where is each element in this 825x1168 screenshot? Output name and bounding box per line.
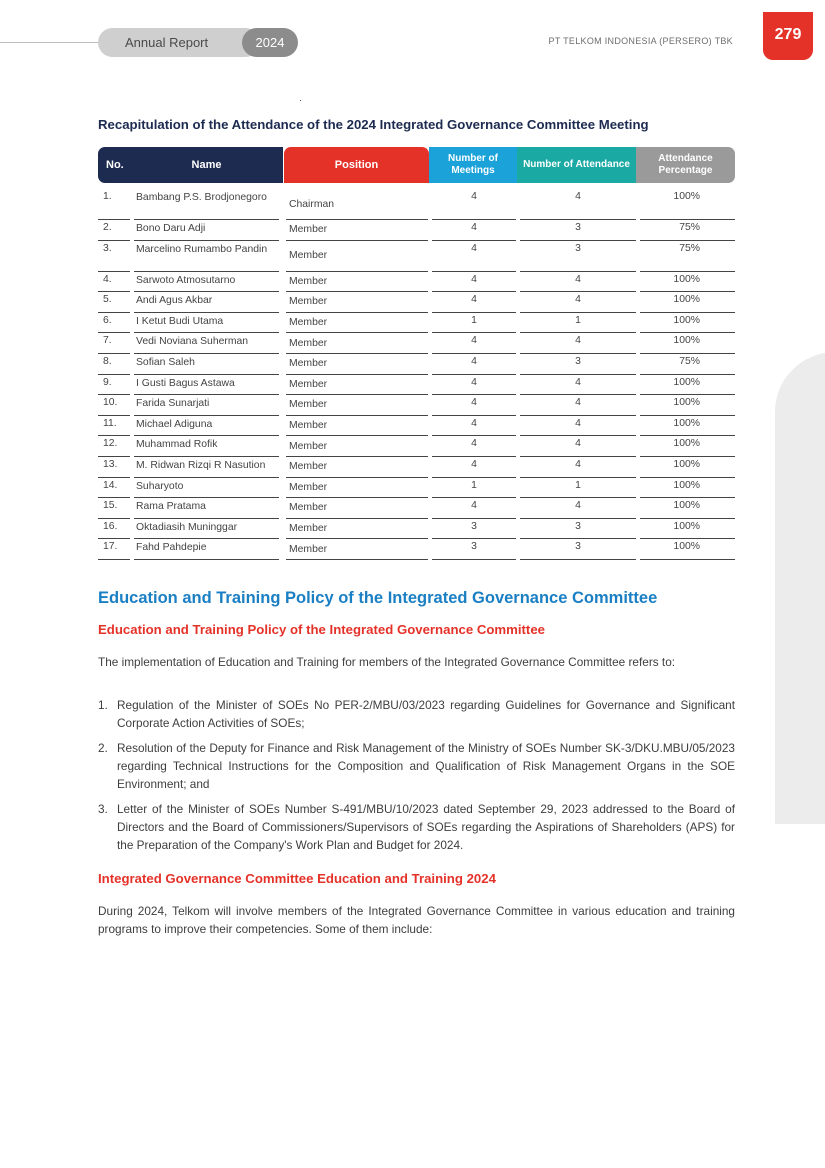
cell-meetings: 4 [432,241,516,272]
table-row [98,241,735,272]
cell-name: Fahd Pahdepie [134,539,279,560]
cell-name: Suharyoto [134,478,279,499]
cell-meetings: 4 [432,220,516,241]
cell-meetings: 4 [432,457,516,478]
cell-attendance: 3 [520,519,636,540]
cell-position: Member [286,519,428,540]
cell-name: M. Ridwan Rizqi R Nasution [134,457,279,478]
cell-attendance: 4 [520,457,636,478]
cell-attendance: 4 [520,189,636,220]
cell-position: Member [286,313,428,334]
cell-no: 8. [98,354,130,375]
section-heading: Education and Training Policy of the Integrated Governance Committee [98,589,658,607]
page-number: 279 [763,12,813,60]
cell-percentage: 75% [640,220,735,241]
cell-no: 2. [98,220,130,241]
cell-no: 3. [98,241,130,272]
cell-attendance: 1 [520,478,636,499]
table-row [98,457,735,478]
cell-name: Vedi Noviana Suherman [134,333,279,354]
cell-percentage: 100% [640,189,735,220]
cell-attendance: 4 [520,292,636,313]
table-row [98,292,735,313]
cell-attendance: 1 [520,313,636,334]
cell-name: Andi Agus Akbar [134,292,279,313]
cell-meetings: 1 [432,313,516,334]
cell-position: Member [286,395,428,416]
cell-percentage: 100% [640,478,735,499]
cell-attendance: 4 [520,375,636,396]
cell-meetings: 4 [432,272,516,293]
cell-no: 12. [98,436,130,457]
cell-name: Muhammad Rofik [134,436,279,457]
cell-name: Farida Sunarjati [134,395,279,416]
cell-meetings: 4 [432,416,516,437]
cell-position: Member [286,539,428,560]
cell-attendance: 4 [520,395,636,416]
cell-name: Bambang P.S. Brodjonegoro [134,189,279,220]
cell-name: I Gusti Bagus Astawa [134,375,279,396]
cell-name: I Ketut Budi Utama [134,313,279,334]
cell-percentage: 100% [640,292,735,313]
cell-meetings: 4 [432,354,516,375]
decorative-dot [300,100,301,101]
table-row [98,189,735,220]
cell-no: 14. [98,478,130,499]
cell-meetings: 4 [432,375,516,396]
table-row [98,478,735,499]
cell-meetings: 3 [432,519,516,540]
cell-percentage: 75% [640,354,735,375]
cell-percentage: 100% [640,436,735,457]
cell-position: Member [286,220,428,241]
cell-percentage: 100% [640,416,735,437]
header-meetings: Number of Meetings [429,147,517,183]
cell-name: Bono Daru Adji [134,220,279,241]
cell-name: Michael Adiguna [134,416,279,437]
header-percentage: Attendance Percentage [636,147,735,183]
cell-attendance: 3 [520,539,636,560]
cell-position: Member [286,241,428,272]
list-item [98,739,735,793]
cell-name: Rama Pratama [134,498,279,519]
table-row [98,539,735,560]
list-text: Resolution of the Deputy for Finance and Risk Management of the Ministry of SOEs Number SK-3/DKU.MBU/05/2023 regarding Technical Instructions for the Composition and Qualification of Risk Management Organs in the SOE Environment; and [117,741,735,791]
cell-percentage: 100% [640,457,735,478]
cell-position: Member [286,292,428,313]
cell-attendance: 4 [520,498,636,519]
header-no: No. [98,147,283,183]
cell-meetings: 4 [432,292,516,313]
table-row [98,375,735,396]
cell-attendance: 4 [520,436,636,457]
closing-paragraph: During 2024, Telkom will involve members of the Integrated Governance Committee in various education and training programs to improve their competencies. Some of them include: [98,904,735,936]
cell-percentage: 100% [640,539,735,560]
list-text: Letter of the Minister of SOEs Number S-491/MBU/10/2023 dated September 29, 2023 addressed to the Board of Directors and the Board of Commissioners/Supervisors of SOEs regarding the Aspirations of Shareholders (APS) for the Preparation of the Company's Work Plan and Budget for 2024. [117,802,735,852]
cell-meetings: 4 [432,189,516,220]
cell-percentage: 100% [640,498,735,519]
cell-position: Member [286,375,428,396]
list-number: 1. [98,698,108,712]
cell-no: 4. [98,272,130,293]
table-row [98,436,735,457]
cell-attendance: 3 [520,220,636,241]
cell-no: 7. [98,333,130,354]
cell-attendance: 3 [520,354,636,375]
table-row [98,220,735,241]
table-row [98,313,735,334]
intro-paragraph: The implementation of Education and Training for members of the Integrated Governance Committee refers to: [98,655,676,669]
cell-position: Member [286,478,428,499]
cell-no: 17. [98,539,130,560]
cell-no: 6. [98,313,130,334]
cell-name: Marcelino Rumambo Pandin [134,241,279,272]
list-item [98,696,735,732]
list-number: 3. [98,802,108,816]
cell-meetings: 3 [432,539,516,560]
cell-position: Member [286,457,428,478]
cell-meetings: 4 [432,498,516,519]
cell-name: Sofian Saleh [134,354,279,375]
cell-meetings: 1 [432,478,516,499]
attendance-table-title: Recapitulation of the Attendance of the 2024 Integrated Governance Committee Meeting [98,117,649,132]
table-row [98,416,735,437]
annual-report-label: Annual Report [98,28,260,57]
table-row [98,272,735,293]
cell-meetings: 4 [432,436,516,457]
cell-no: 10. [98,395,130,416]
decorative-side-shape [775,352,825,824]
cell-attendance: 4 [520,416,636,437]
cell-position: Member [286,498,428,519]
cell-position: Member [286,416,428,437]
header-position: Position [284,147,429,183]
cell-no: 1. [98,189,130,220]
cell-name: Oktadiasih Muninggar [134,519,279,540]
cell-no: 5. [98,292,130,313]
list-number: 2. [98,741,108,755]
table-row [98,333,735,354]
cell-attendance: 4 [520,333,636,354]
cell-meetings: 4 [432,333,516,354]
cell-percentage: 100% [640,375,735,396]
list-item [98,800,735,854]
table-row [98,498,735,519]
list-text: Regulation of the Minister of SOEs No PER-2/MBU/03/2023 regarding Guidelines for Governance and Significant Corporate Action Activities of SOEs; [117,698,735,730]
section-subheading: Education and Training Policy of the Integrated Governance Committee [98,622,545,637]
header-attendance: Number of Attendance [517,147,636,183]
cell-meetings: 4 [432,395,516,416]
cell-attendance: 4 [520,272,636,293]
cell-position: Member [286,354,428,375]
cell-position: Member [286,436,428,457]
table-row [98,395,735,416]
cell-name: Sarwoto Atmosutarno [134,272,279,293]
report-year-badge: 2024 [242,28,298,57]
cell-percentage: 100% [640,395,735,416]
cell-no: 9. [98,375,130,396]
section-subheading-2: Integrated Governance Committee Education and Training 2024 [98,871,496,886]
cell-no: 11. [98,416,130,437]
cell-no: 13. [98,457,130,478]
company-name: PT TELKOM INDONESIA (PERSERO) TBK [548,36,733,46]
cell-position: Chairman [286,189,428,220]
cell-position: Member [286,272,428,293]
table-row [98,519,735,540]
cell-percentage: 100% [640,313,735,334]
cell-percentage: 75% [640,241,735,272]
table-row [98,354,735,375]
cell-position: Member [286,333,428,354]
cell-attendance: 3 [520,241,636,272]
cell-percentage: 100% [640,272,735,293]
header-name: Name [191,159,222,171]
cell-no: 16. [98,519,130,540]
cell-percentage: 100% [640,519,735,540]
cell-no: 15. [98,498,130,519]
cell-percentage: 100% [640,333,735,354]
